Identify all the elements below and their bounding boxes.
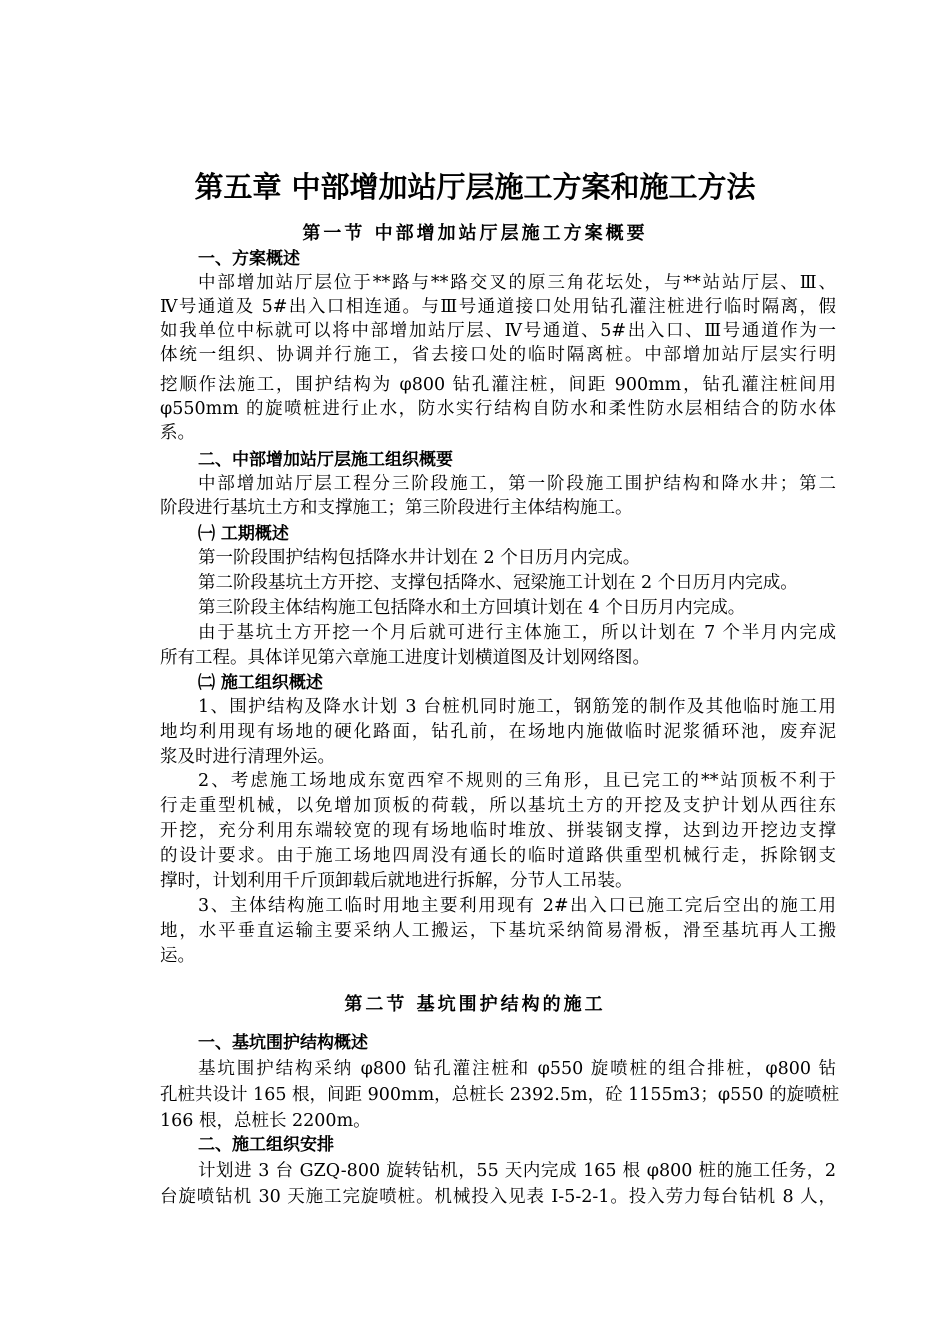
heading: 二、施工组织安排 bbox=[198, 1135, 334, 1155]
paragraph-line: 挖顺作法施工，围护结构为 φ800 钻孔灌注桩，间距 900mm，钻孔灌注桩间用 bbox=[160, 375, 836, 395]
paragraph-line: 第三阶段主体结构施工包括降水和土方回填计划在 4 个日历月内完成。 bbox=[198, 598, 746, 618]
paragraph-line: 阶段进行基坑土方和支撑施工；第三阶段进行主体结构施工。 bbox=[160, 498, 633, 518]
paragraph-line: 地均利用现有场地的硬化路面，钻孔前，在场地内施做临时泥浆循环池，废弃泥 bbox=[160, 722, 836, 742]
heading: 一、基坑围护结构概述 bbox=[198, 1033, 368, 1053]
paragraph-line: 台旋喷钻机 30 天施工完旋喷桩。机械投入见表 I-5-2-1。投入劳力每台钻机 8 人， bbox=[160, 1187, 836, 1207]
paragraph-line: 第一阶段围护结构包括降水井计划在 2 个日历月内完成。 bbox=[198, 548, 641, 568]
paragraph-line: 基坑围护结构采纳 φ800 钻孔灌注桩和 φ550 旋喷桩的组合排桩，φ800 钻 bbox=[198, 1059, 836, 1079]
paragraph-line: 由于基坑土方开挖一个月后就可进行主体施工，所以计划在 7 个半月内完成 bbox=[198, 623, 836, 643]
paragraph-line: 166 根，总桩长 2200m。 bbox=[160, 1111, 371, 1131]
paragraph-line: Ⅳ号通道及 5#出入口相连通。与Ⅲ号通道接口处用钻孔灌注桩进行临时隔离，假 bbox=[160, 297, 836, 317]
section-title: 第二节 基坑围护结构的施工 bbox=[344, 994, 606, 1015]
paragraph-line: 浆及时进行清理外运。 bbox=[160, 747, 335, 767]
paragraph-line: 系。 bbox=[160, 423, 195, 443]
paragraph-line: 2、考虑施工场地成东宽西窄不规则的三角形，且已完工的**站顶板不利于 bbox=[198, 771, 836, 791]
paragraph-line: φ550mm 的旋喷桩进行止水，防水实行结构自防水和柔性防水层相结合的防水体 bbox=[160, 399, 836, 419]
paragraph-line: 3、主体结构施工临时用地主要利用现有 2#出入口已施工完后空出的施工用 bbox=[198, 896, 836, 916]
paragraph-line: 1、围护结构及降水计划 3 台桩机同时施工，钢筋笼的制作及其他临时施工用 bbox=[198, 697, 836, 717]
heading: 一、方案概述 bbox=[198, 249, 300, 269]
paragraph-line: 中部增加站厅层工程分三阶段施工，第一阶段施工围护结构和降水井；第二 bbox=[198, 474, 836, 494]
paragraph-line: 体统一组织、协调并行施工，省去接口处的临时隔离桩。中部增加站厅层实行明 bbox=[160, 345, 836, 365]
paragraph-line: 如我单位中标就可以将中部增加站厅层、Ⅳ号通道、5#出入口、Ⅲ号通道作为一 bbox=[160, 321, 836, 341]
section-title: 第一节 中部增加站厅层施工方案概要 bbox=[302, 223, 648, 244]
paragraph-line: 所有工程。具体详见第六章施工进度计划横道图及计划网络图。 bbox=[160, 648, 650, 668]
paragraph-line: 的设计要求。由于施工场地四周没有通长的临时道路供重型机械行走，拆除钢支 bbox=[160, 846, 836, 866]
heading: ㈡ 施工组织概述 bbox=[198, 673, 323, 693]
paragraph-line: 第二阶段基坑土方开挖、支撑包括降水、冠梁施工计划在 2 个日历月内完成。 bbox=[198, 573, 798, 593]
paragraph-line: 运。 bbox=[160, 946, 195, 966]
paragraph-line: 孔桩共设计 165 根，间距 900mm，总桩长 2392.5m，砼 1155m3；φ550 的旋喷桩 bbox=[160, 1085, 840, 1105]
paragraph-line: 撑时，计划利用千斤顶卸载后就地进行拆解，分节人工吊装。 bbox=[160, 871, 633, 891]
paragraph-line: 计划进 3 台 GZQ-800 旋转钻机，55 天内完成 165 根 φ800 桩的施工任务，2 bbox=[198, 1161, 836, 1181]
heading: ㈠ 工期概述 bbox=[198, 524, 289, 544]
chapter-title: 第五章 中部增加站厅层施工方案和施工方法 bbox=[194, 170, 756, 204]
paragraph-line: 中部增加站厅层位于**路与**路交叉的原三角花坛处，与**站站厅层、Ⅲ、 bbox=[198, 273, 836, 293]
paragraph-line: 地，水平垂直运输主要采纳人工搬运，下基坑采纳简易滑板，滑至基坑再人工搬 bbox=[160, 921, 836, 941]
heading: 二、中部增加站厅层施工组织概要 bbox=[198, 450, 453, 470]
paragraph-line: 行走重型机械，以免增加顶板的荷载，所以基坑土方的开挖及支护计划从西往东 bbox=[160, 796, 836, 816]
paragraph-line: 开挖，充分利用东端较宽的现有场地临时堆放、拼装钢支撑，达到边开挖边支撑 bbox=[160, 821, 836, 841]
